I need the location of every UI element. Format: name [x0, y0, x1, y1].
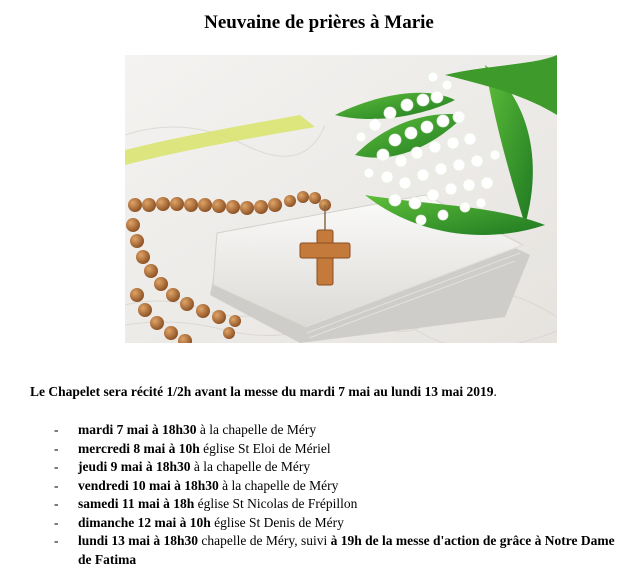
- schedule-date: lundi 13 mai à 18h30: [78, 533, 199, 548]
- list-dash: -: [54, 533, 59, 548]
- schedule-place: à la chapelle de Méry: [196, 422, 317, 437]
- schedule-date: vendredi 10 mai à 18h30: [78, 477, 219, 493]
- rosary-lily-photo: [125, 55, 557, 343]
- schedule-place: à la chapelle de Méry: [218, 477, 339, 493]
- schedule-place: église St Eloi de Mériel: [199, 440, 331, 456]
- list-item: [54, 495, 629, 514]
- schedule-date: dimanche 12 mai à 10h: [78, 514, 211, 530]
- list-dash: -: [54, 496, 59, 511]
- schedule-place: église St Nicolas de Frépillon: [194, 496, 358, 511]
- schedule-date: mercredi 8 mai à 10h: [78, 440, 200, 456]
- list-item: [54, 440, 629, 459]
- list-dash: -: [54, 477, 59, 493]
- list-dash: -: [54, 440, 59, 456]
- list-dash: -: [54, 459, 59, 474]
- schedule-place: à la chapelle de Méry: [190, 459, 311, 474]
- schedule-extra: à 19h de la messe d'action de grâce à Notre Dame de Fatima: [78, 533, 615, 567]
- list-item: [54, 458, 629, 477]
- intro-text: [30, 384, 630, 400]
- page-title: Neuvaine de prières à Marie: [204, 12, 434, 33]
- list-item: [54, 514, 629, 533]
- schedule-date: jeudi 9 mai à 18h30: [78, 459, 191, 474]
- intro-bold: Le Chapelet sera récité 1/2h avant la messe du mardi 7 mai au lundi 13 mai 2019: [30, 384, 494, 399]
- schedule-date: mardi 7 mai à 18h30: [78, 422, 197, 437]
- list-item: [54, 421, 629, 440]
- schedule-date: samedi 11 mai à 18h: [78, 496, 195, 511]
- intro-end: .: [493, 384, 497, 399]
- schedule-place: chapelle de Méry, suivi: [198, 533, 331, 548]
- list-dash: -: [54, 422, 59, 437]
- list-dash: -: [54, 514, 59, 530]
- list-item: [54, 532, 629, 569]
- schedule-list: [54, 421, 629, 569]
- schedule-place: église St Denis de Méry: [210, 514, 344, 530]
- list-item: [54, 477, 629, 496]
